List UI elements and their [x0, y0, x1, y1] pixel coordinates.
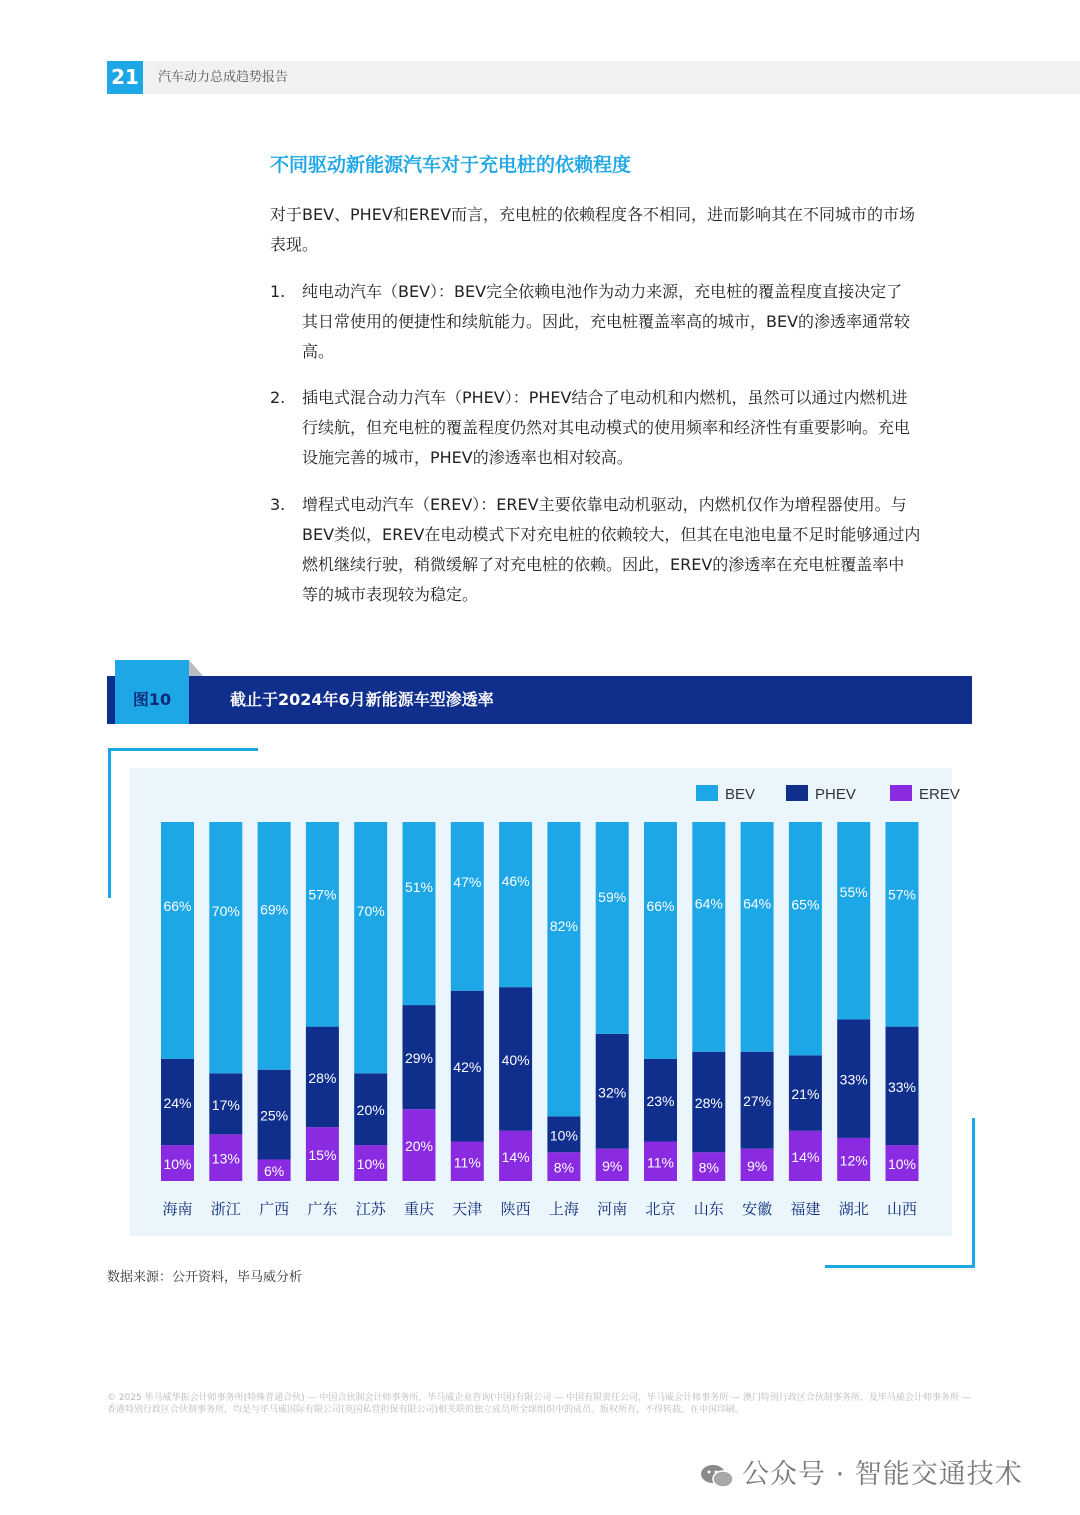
- category-label: 浙江: [210, 1200, 241, 1218]
- data-label: 57%: [308, 886, 337, 903]
- legend-swatch: [890, 785, 912, 801]
- data-label: 10%: [887, 1156, 917, 1173]
- watermark-text: 公众号 · 智能交通技术: [742, 1459, 1023, 1490]
- data-label: 59%: [598, 889, 627, 906]
- watermark: [700, 1452, 1023, 1491]
- bar-segment-bev: [789, 822, 822, 1055]
- data-label: 14%: [501, 1148, 530, 1165]
- list-line: 增程式电动汽车（EREV）：EREV主要依靠电动机驱动，内燃机仅作为增程器使用。与: [302, 495, 907, 514]
- bar-segment-bev: [596, 822, 629, 1034]
- data-source-note: 数据来源：公开资料，毕马威分析: [107, 1270, 303, 1285]
- data-label: 47%: [453, 874, 482, 891]
- data-label: 24%: [163, 1095, 192, 1112]
- data-label: 10%: [549, 1127, 578, 1144]
- category-label: 江苏: [355, 1200, 386, 1218]
- bar-segment-bev: [258, 822, 291, 1070]
- category-label: 北京: [645, 1200, 676, 1218]
- list-line: 设施完善的城市，PHEV的渗透率也相对较高。: [302, 448, 633, 467]
- data-label: 10%: [163, 1156, 192, 1173]
- bar-segment-bev: [403, 822, 436, 1005]
- list-line: 其日常使用的便捷性和续航能力。因此，充电桩覆盖率高的城市，BEV的渗透率通常较: [302, 312, 911, 331]
- data-label: 20%: [404, 1138, 434, 1155]
- data-label: 21%: [791, 1086, 820, 1103]
- copyright-footer: © 2025 毕马威华振会计师事务所(特殊普通合伙) — 中国合伙制会计师事务所，毕马威企业咨询(中国)有限公司 — 中国有限责任公司，毕马威会计师事务所 — 澳门特别行政区合伙制事务所，及毕马威会计师事务所 — 香港特别行政区合伙制事务所，均是与毕马威国际有限公司(英国私营担保有限公司)相关联的独立成员所全球组织中的成员。版权所有，不得转载。在中国印刷。: [107, 1393, 971, 1415]
- legend-label: PHEV: [815, 786, 856, 803]
- data-label: 57%: [887, 886, 917, 903]
- legend-label: EREV: [919, 786, 960, 803]
- bar-segment-bev: [161, 822, 194, 1059]
- wechat-icon: [700, 1463, 734, 1489]
- section-title: 不同驱动新能源汽车对于充电桩的依赖程度: [270, 154, 632, 176]
- data-label: 46%: [501, 872, 530, 889]
- category-label: 湖北: [838, 1200, 869, 1218]
- list-line: 纯电动汽车（BEV）：BEV完全依赖电池作为动力来源，充电桩的覆盖程度直接决定了: [302, 282, 903, 301]
- list-number: 3.: [270, 495, 286, 514]
- category-label: 广西: [259, 1200, 290, 1218]
- data-label: 28%: [694, 1095, 723, 1112]
- data-label: 32%: [598, 1084, 627, 1101]
- list-item: [270, 383, 980, 473]
- list-line: 插电式混合动力汽车（PHEV）：PHEV结合了电动机和内燃机，虽然可以通过内燃机进: [302, 388, 908, 407]
- data-label: 9%: [602, 1157, 623, 1174]
- list-line: 等的城市表现较为稳定。: [302, 585, 479, 604]
- bar-segment-bev: [354, 822, 387, 1073]
- intro-line: 表现。: [270, 235, 319, 254]
- data-label: 28%: [308, 1069, 337, 1086]
- data-label: 51%: [404, 879, 434, 896]
- bar-segment-bev: [692, 822, 725, 1052]
- bar-segment-bev: [886, 822, 919, 1027]
- list-line: 高。: [302, 342, 335, 361]
- data-label: 70%: [356, 902, 385, 919]
- legend-swatch: [786, 785, 808, 801]
- data-label: 64%: [743, 895, 772, 912]
- data-label: 66%: [163, 897, 192, 914]
- frame-corner-right: [972, 1118, 975, 1268]
- data-label: 8%: [698, 1159, 719, 1176]
- frame-corner-top: [108, 748, 258, 751]
- intro-paragraph: [270, 200, 980, 260]
- data-label: 33%: [839, 1071, 868, 1088]
- category-label: 山东: [693, 1200, 724, 1218]
- bar-segment-bev: [741, 822, 774, 1052]
- bar-segment-bev: [209, 822, 242, 1073]
- list-line: 行续航，但充电桩的覆盖程度仍然对其电动模式的使用频率和经济性有重要影响。充电: [302, 418, 911, 437]
- data-label: 27%: [743, 1093, 772, 1110]
- figure-title: 截止于2024年6月新能源车型渗透率: [230, 690, 494, 709]
- legend-label: BEV: [725, 786, 756, 803]
- bar-segment-bev: [499, 822, 532, 987]
- category-label: 海南: [162, 1200, 193, 1218]
- category-label: 陕西: [500, 1200, 531, 1218]
- figure-tab-notch: [189, 660, 203, 676]
- bar-segment-bev: [547, 822, 580, 1116]
- frame-corner-bottom: [825, 1265, 975, 1268]
- list-number: 2.: [270, 388, 286, 407]
- list-item: [270, 490, 980, 610]
- frame-corner-left: [108, 748, 111, 898]
- intro-line: 对于BEV、PHEV和EREV而言，充电桩的依赖程度各不相同，进而影响其在不同城市的市场: [270, 205, 916, 224]
- data-label: 69%: [260, 901, 289, 918]
- data-label: 11%: [647, 1154, 674, 1171]
- data-label: 9%: [746, 1157, 768, 1174]
- data-label: 40%: [501, 1051, 530, 1068]
- list-item: [270, 277, 980, 367]
- category-label: 广东: [307, 1200, 338, 1218]
- data-label: 65%: [791, 896, 820, 913]
- data-label: 15%: [308, 1147, 337, 1164]
- list-number: 1.: [270, 282, 286, 301]
- data-label: 17%: [211, 1096, 240, 1113]
- data-label: 33%: [887, 1078, 917, 1095]
- report-title: 汽车动力总成趋势报告: [158, 70, 289, 85]
- data-label: 8%: [553, 1159, 575, 1176]
- category-label: 河南: [597, 1200, 628, 1218]
- data-label: 11%: [453, 1154, 481, 1171]
- category-label: 安徽: [742, 1200, 773, 1218]
- data-label: 25%: [260, 1107, 289, 1124]
- data-label: 23%: [646, 1093, 675, 1110]
- category-label: 福建: [790, 1200, 821, 1218]
- legend-swatch: [696, 785, 718, 801]
- category-label: 天津: [452, 1200, 483, 1218]
- list-line: BEV类似，EREV在电动模式下对充电桩的依赖较大，但其在电池电量不足时能够通过内: [302, 525, 921, 544]
- data-label: 82%: [549, 918, 578, 935]
- data-label: 14%: [791, 1148, 820, 1165]
- data-label: 70%: [211, 902, 240, 919]
- bar-segment-bev: [451, 822, 484, 991]
- data-label: 13%: [211, 1150, 240, 1167]
- data-label: 20%: [356, 1102, 385, 1119]
- figure-label: 图10: [132, 690, 172, 709]
- page-number: 21: [107, 61, 143, 94]
- stacked-bar-chart: [130, 768, 960, 1236]
- category-label: 上海: [548, 1200, 579, 1218]
- data-label: 64%: [694, 895, 723, 912]
- data-label: 29%: [404, 1050, 434, 1067]
- bar-segment-bev: [306, 822, 339, 1027]
- data-label: 55%: [839, 884, 868, 901]
- data-label: 12%: [839, 1152, 868, 1169]
- bar-segment-bev: [644, 822, 677, 1059]
- list-line: 燃机继续行驶，稍微缓解了对充电桩的依赖。因此，EREV的渗透率在充电桩覆盖率中: [302, 555, 905, 574]
- data-label: 66%: [646, 897, 675, 914]
- data-label: 6%: [263, 1163, 285, 1180]
- bar-segment-bev: [837, 822, 870, 1019]
- data-label: 42%: [453, 1059, 482, 1076]
- data-label: 10%: [356, 1156, 385, 1173]
- category-label: 山西: [886, 1200, 918, 1218]
- category-label: 重庆: [403, 1200, 435, 1218]
